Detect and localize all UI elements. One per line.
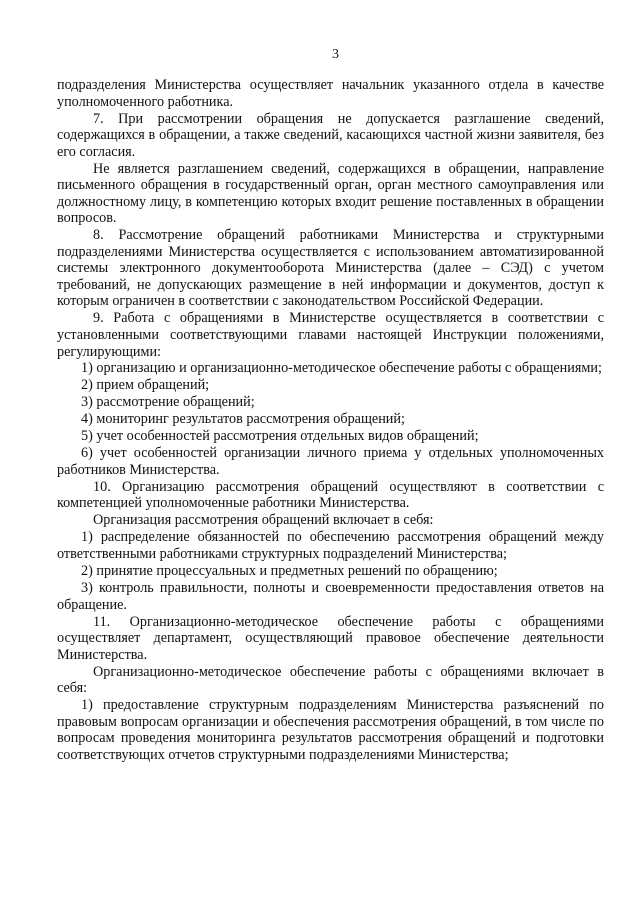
list-item: 6) учет особенностей организации личного приема у отдельных уполномоченных работников Министерства. (57, 445, 604, 478)
paragraph-10-intro: Организация рассмотрения обращений включает в себя: (93, 512, 434, 529)
list-item: 2) принятие процессуальных и предметных решений по обращению; (81, 562, 498, 579)
list-item: 5) учет особенностей рассмотрения отдельных видов обращений; (81, 428, 479, 445)
paragraph-10: 10. Организацию рассмотрения обращений осуществляют в соответствии с компетенцией уполномоченные работники Министерства. (57, 478, 604, 512)
list-item: 1) предоставление структурным подразделениям Министерства разъяснений по правовым вопросам организации и обеспечения рассмотрения обращений, в том числе по вопросам проведения мониторинга результатов рассмотрения обращений и подготовки соответствующих отчетов структурными подразделениями Министерства; (57, 697, 604, 763)
paragraph-8: 8. Рассмотрение обращений работниками Министерства и структурными подразделениями Министерства осуществляется с использованием автоматизированной системы электронного документооборота Министерства (далее – СЭД) с учетом требований, не допускающих размещение в ней информации и документов, доступ к которым ограничен в соответствии с законодательством Российской Федерации. (57, 227, 604, 310)
list-item: 2) прием обращений; (81, 377, 210, 394)
paragraph-11: 11. Организационно-методическое обеспечение работы с обращениями осуществляет департамент, осуществляющий правовое обеспечение деятельности Министерства. (57, 613, 604, 663)
list-item: 3) рассмотрение обращений; (81, 394, 255, 411)
document-body (57, 77, 604, 763)
paragraph-7: 7. При рассмотрении обращения не допускается разглашение сведений, содержащихся в обращении, а также сведений, касающихся частной жизни заявителя, без его согласия. (57, 110, 604, 160)
page-number: 3 (332, 47, 339, 62)
paragraph-continuation: подразделения Министерства осуществляет начальник указанного отдела в качестве уполномоченного работника. (57, 77, 604, 110)
paragraph-11-intro: Организационно-методическое обеспечение работы с обращениями включает в себя: (57, 663, 604, 697)
list-item: 1) распределение обязанностей по обеспечению рассмотрения обращений между ответственными работниками структурных подразделений Министерства; (57, 529, 604, 562)
list-item: 3) контроль правильности, полноты и своевременности предоставления ответов на обращение. (57, 579, 604, 613)
list-item: 4) мониторинг результатов рассмотрения обращений; (81, 411, 405, 428)
list-item: 1) организацию и организационно-методическое обеспечение работы с обращениями; (81, 360, 602, 377)
paragraph-7-note: Не является разглашением сведений, содержащихся в обращении, направление письменного обращения в государственный орган, орган местного самоуправления или должностному лицу, в компетенцию которых входит решение поставленных в обращении вопросов. (57, 160, 604, 227)
paragraph-9: 9. Работа с обращениями в Министерстве осуществляется в соответствии с установленными соответствующими главами настоящей Инструкции положениями, регулирующими: (57, 310, 604, 360)
